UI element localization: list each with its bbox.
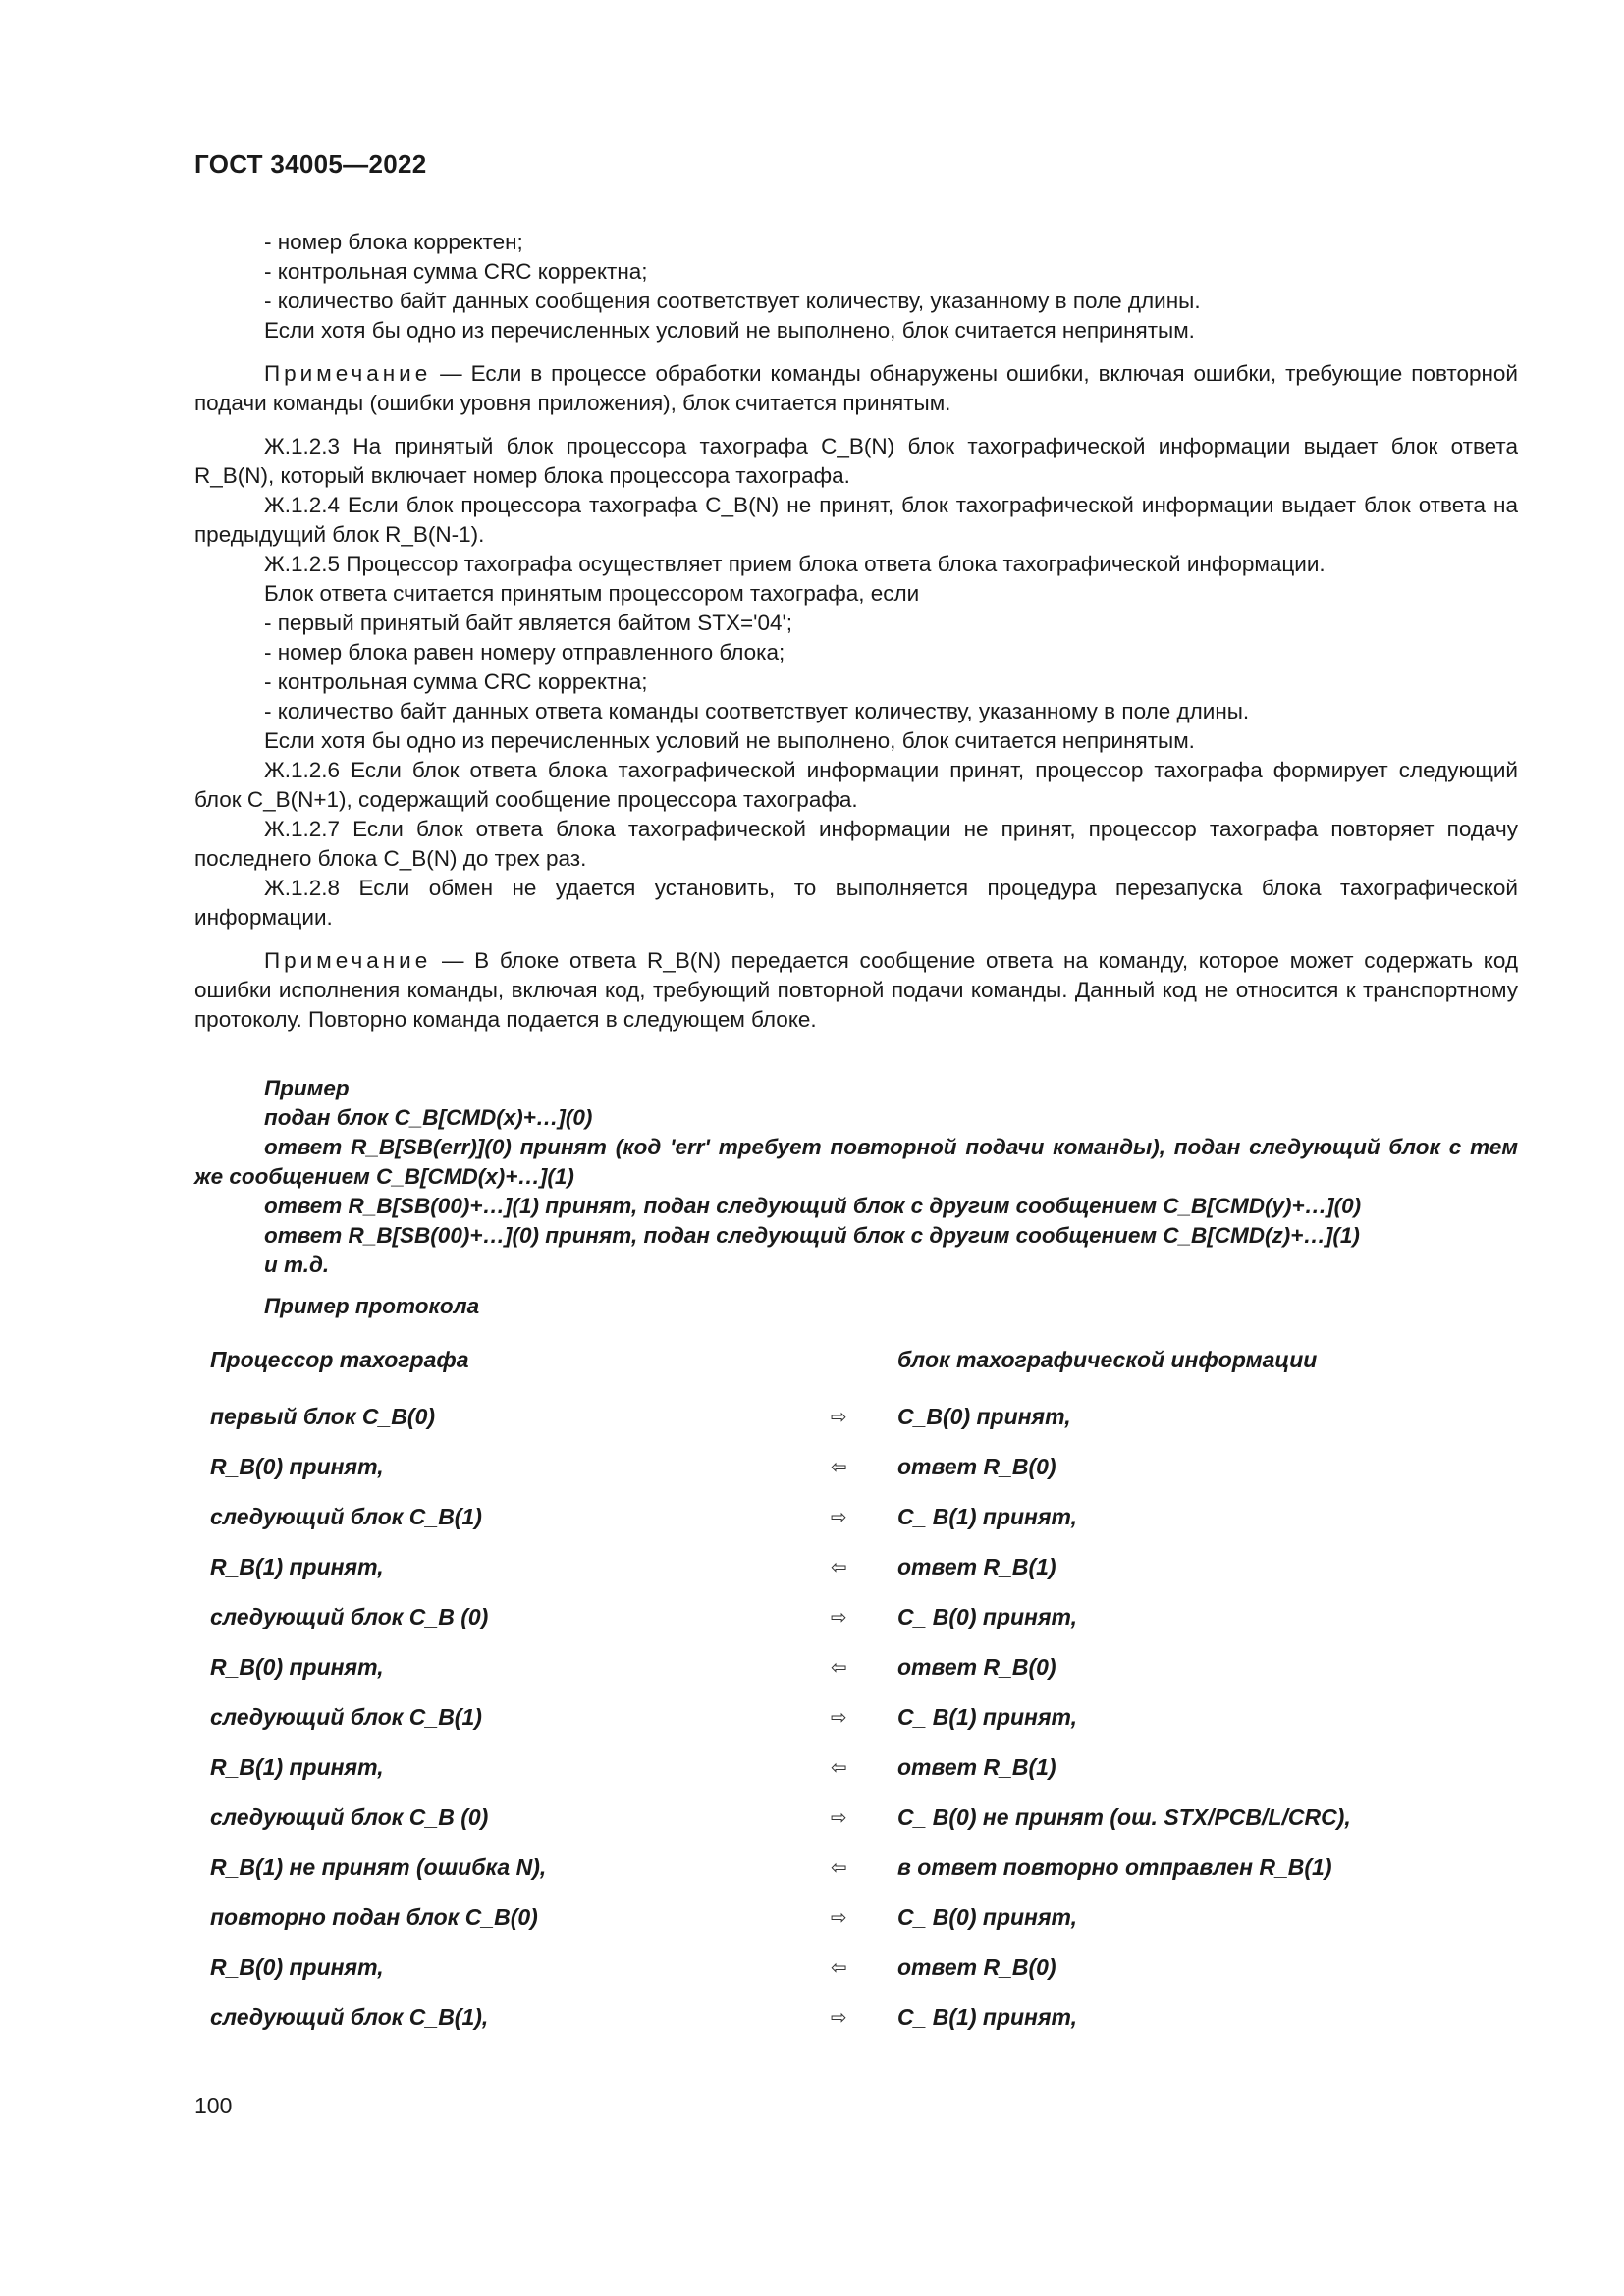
- example-line: и т.д.: [264, 1253, 330, 1277]
- protocol-left-cell: R_B(0) принят,: [210, 1954, 384, 1980]
- protocol-row: [210, 1742, 1506, 1792]
- page-number: 100: [194, 2093, 233, 2118]
- protocol-left-cell: следующий блок C_B(1): [210, 1704, 482, 1730]
- protocol-table: [210, 1337, 1506, 2043]
- protocol-left-cell: первый блок C_B(0): [210, 1404, 436, 1429]
- condition-line: Блок ответа считается принятым процессором тахографа, если: [264, 581, 920, 606]
- note-2: [194, 946, 1518, 1035]
- protocol-row: [210, 1943, 1506, 1993]
- condition-line: - количество байт данных сообщения соответствует количеству, указанному в поле длины.: [264, 289, 1201, 313]
- note-1: [194, 359, 1518, 418]
- protocol-row: [210, 1692, 1506, 1742]
- condition-line: - первый принятый байт является байтом STX='04';: [264, 611, 793, 635]
- arrow-left-icon: ⇦: [831, 1457, 847, 1478]
- example-block: [194, 1074, 1518, 1321]
- protocol-right-cell: C_ B(0) не принят (ош. STX/PCB/L/CRC),: [897, 1804, 1351, 1830]
- protocol-left-cell: следующий блок C_B(1): [210, 1504, 482, 1529]
- protocol-row: [210, 1492, 1506, 1542]
- protocol-left-cell: повторно подан блок C_B(0): [210, 1904, 538, 1930]
- arrow-right-icon: ⇨: [831, 1707, 847, 1729]
- condition-line: - количество байт данных ответа команды соответствует количеству, указанному в поле длины.: [264, 699, 1250, 723]
- protocol-right-cell: ответ R_B(0): [897, 1454, 1056, 1479]
- protocol-row: [210, 1542, 1506, 1592]
- example-line: ответ R_B[SB(00)+…](1) принят, подан следующий блок с другим сообщением C_B[CMD(y)+…](0): [264, 1194, 1362, 1218]
- protocol-row: [210, 1442, 1506, 1492]
- example-line: ответ R_B[SB(err)](0) принят (код 'err' требует повторной подачи команды), подан следующий блок с тем же сообщением C_B[CMD(x)+…](1): [194, 1135, 1518, 1189]
- protocol-right-cell: C_ B(0) принят,: [897, 1904, 1078, 1930]
- protocol-left-cell: R_B(0) принят,: [210, 1654, 384, 1680]
- note-2-label: Примечание: [264, 948, 432, 973]
- protocol-row: [210, 1642, 1506, 1692]
- paragraph-1-2-8: Ж.1.2.8 Если обмен не удается установить, то выполняется процедура перезапуска блока тахографической информации.: [194, 876, 1518, 930]
- protocol-row: [210, 1993, 1506, 2043]
- condition-line: - номер блока равен номеру отправленного блока;: [264, 640, 785, 665]
- condition-line: Если хотя бы одно из перечисленных условий не выполнено, блок считается непринятым.: [264, 728, 1195, 753]
- protocol-row: [210, 1842, 1506, 1893]
- example-line: ответ R_B[SB(00)+…](0) принят, подан следующий блок с другим сообщением C_B[CMD(z)+…](1): [264, 1223, 1360, 1248]
- protocol-left-cell: R_B(1) не принят (ошибка N),: [210, 1854, 547, 1880]
- arrow-left-icon: ⇦: [831, 1857, 847, 1879]
- protocol-left-cell: R_B(1) принят,: [210, 1554, 384, 1579]
- document-header: ГОСТ 34005—2022: [194, 149, 427, 179]
- protocol-left-cell: R_B(1) принят,: [210, 1754, 384, 1780]
- protocol-right-cell: C_ B(1) принят,: [897, 2004, 1078, 2030]
- paragraph-1-2-3: Ж.1.2.3 На принятый блок процессора тахографа C_B(N) блок тахографической информации выдает блок ответа R_B(N), который включает номер блока процессора тахографа.: [194, 434, 1518, 488]
- arrow-left-icon: ⇦: [831, 1557, 847, 1578]
- protocol-right-cell: ответ R_B(0): [897, 1954, 1056, 1980]
- condition-line: - контрольная сумма CRC корректна;: [264, 259, 648, 284]
- protocol-right-cell: ответ R_B(1): [897, 1754, 1056, 1780]
- protocol-header-left: Процессор тахографа: [210, 1346, 469, 1372]
- protocol-right-cell: C_ B(1) принят,: [897, 1704, 1078, 1730]
- protocol-right-cell: ответ R_B(0): [897, 1654, 1056, 1680]
- arrow-right-icon: ⇨: [831, 1807, 847, 1829]
- arrow-left-icon: ⇦: [831, 1657, 847, 1679]
- protocol-left-cell: следующий блок C_B(1),: [210, 2004, 489, 2030]
- condition-line: - контрольная сумма CRC корректна;: [264, 669, 648, 694]
- protocol-right-cell: в ответ повторно отправлен R_B(1): [897, 1854, 1332, 1880]
- arrow-right-icon: ⇨: [831, 1507, 847, 1528]
- arrow-left-icon: ⇦: [831, 1957, 847, 1979]
- arrow-right-icon: ⇨: [831, 1407, 847, 1428]
- protocol-header-row: [210, 1337, 1506, 1382]
- protocol-left-cell: следующий блок C_B (0): [210, 1804, 489, 1830]
- protocol-right-cell: C_ B(0) принят,: [897, 1604, 1078, 1629]
- document-page: [194, 0, 1518, 2296]
- condition-line: Если хотя бы одно из перечисленных условий не выполнено, блок считается непринятым.: [264, 318, 1195, 343]
- arrow-right-icon: ⇨: [831, 2007, 847, 2029]
- protocol-row: [210, 1792, 1506, 1842]
- document-body: [194, 228, 1518, 1321]
- condition-line: - номер блока корректен;: [264, 230, 523, 254]
- note-1-label: Примечание: [264, 361, 432, 386]
- paragraph-1-2-6: Ж.1.2.6 Если блок ответа блока тахографической информации принят, процессор тахографа формирует следующий блок C_B(N+1), содержащий сообщение процессора тахографа.: [194, 758, 1518, 812]
- note-2-text: — В блоке ответа R_B(N) передается сообщение ответа на команду, которое может содержать код ошибки исполнения команды, включая код, требующий повторной подачи команды. Данный код не относится к транспортному протоколу. Повторно команда подается в следующем блоке.: [194, 948, 1518, 1032]
- protocol-left-cell: R_B(0) принят,: [210, 1454, 384, 1479]
- note-1-text: — Если в процессе обработки команды обнаружены ошибки, включая ошибки, требующие повторной подачи команды (ошибки уровня приложения), блок считается принятым.: [194, 361, 1518, 415]
- protocol-row: [210, 1893, 1506, 1943]
- paragraph-1-2-7: Ж.1.2.7 Если блок ответа блока тахографической информации не принят, процессор тахографа повторяет подачу последнего блока C_B(N) до трех раз.: [194, 817, 1518, 871]
- protocol-row: [210, 1392, 1506, 1442]
- protocol-left-cell: следующий блок C_B (0): [210, 1604, 489, 1629]
- protocol-title: Пример протокола: [264, 1294, 480, 1318]
- arrow-right-icon: ⇨: [831, 1907, 847, 1929]
- protocol-right-cell: C_ B(1) принят,: [897, 1504, 1078, 1529]
- protocol-right-cell: ответ R_B(1): [897, 1554, 1056, 1579]
- example-title: Пример: [264, 1076, 350, 1100]
- protocol-row: [210, 1592, 1506, 1642]
- arrow-right-icon: ⇨: [831, 1607, 847, 1629]
- protocol-right-cell: C_B(0) принят,: [897, 1404, 1071, 1429]
- paragraph-1-2-4: Ж.1.2.4 Если блок процессора тахографа C_B(N) не принят, блок тахографической информации выдает блок ответа на предыдущий блок R_B(N-1).: [194, 493, 1518, 547]
- protocol-header-right: блок тахографической информации: [897, 1346, 1318, 1372]
- paragraph-1-2-5: Ж.1.2.5 Процессор тахографа осуществляет прием блока ответа блока тахографической информации.: [264, 552, 1326, 576]
- example-line: подан блок C_B[CMD(x)+…](0): [264, 1105, 593, 1130]
- arrow-left-icon: ⇦: [831, 1757, 847, 1779]
